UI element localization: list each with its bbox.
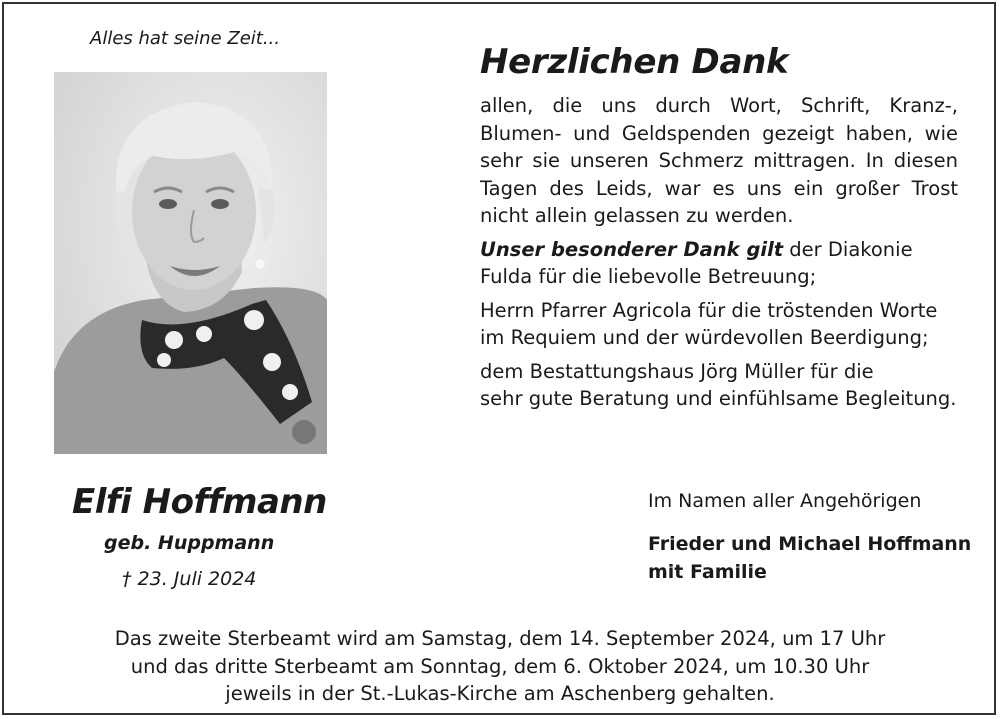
signature-names: [648, 530, 971, 586]
thanks-section: [480, 42, 958, 419]
service-line3: jeweils in der St.-Lukas-Kirche am Aschenberg gehalten.: [225, 682, 775, 705]
funeral-home-line1: dem Bestattungshaus Jörg Müller für die: [480, 359, 874, 383]
funeral-home-line2: sehr gute Beratung und einfühlsame Begleitung.: [480, 387, 957, 410]
motto: Alles hat seine Zeit...: [90, 28, 280, 49]
service-line1: Das zweite Sterbeamt wird am Samstag, dem 14. September 2024, um 17 Uhr: [114, 627, 886, 650]
special-thanks: [480, 236, 958, 291]
deceased-birth-name: geb. Huppmann: [104, 532, 275, 554]
pastor-thanks-line2: im Requiem und der würdevollen Beerdigung;: [480, 326, 929, 349]
thanks-intro: allen, die uns durch Wort, Schrift, Kranz-, Blumen- und Geldspenden gezeigt haben, wie sehr sie unseren Schmerz mittragen. In diesen Tagen des Leids, war es uns ein großer Trost nicht allein gelassen zu werden.: [480, 94, 958, 227]
pastor-thanks-line1: Herrn Pfarrer Agricola für die tröstenden Worte: [480, 298, 938, 322]
pastor-thanks: [480, 297, 958, 352]
signature-intro: Im Namen aller Angehörigen: [648, 490, 922, 512]
special-thanks-bold: Unser besonderer Dank gilt: [480, 237, 784, 261]
special-thanks-rest: der Diakonie Fulda für die liebevolle Betreuung;: [480, 237, 913, 288]
service-announcement: [0, 625, 1000, 708]
service-line2: und das dritte Sterbeamt am Sonntag, dem 6. Oktober 2024, um 10.30 Uhr: [130, 654, 870, 678]
thanks-heading: Herzlichen Dank: [480, 42, 789, 82]
death-date: † 23. Juli 2024: [122, 568, 257, 590]
signature-names-line2: mit Familie: [648, 561, 767, 583]
signature-names-line1: Frieder und Michael Hoffmann: [648, 533, 972, 555]
deceased-name: Elfi Hoffmann: [72, 482, 327, 522]
portrait-photo: [54, 72, 327, 454]
funeral-home-thanks: [480, 358, 958, 413]
